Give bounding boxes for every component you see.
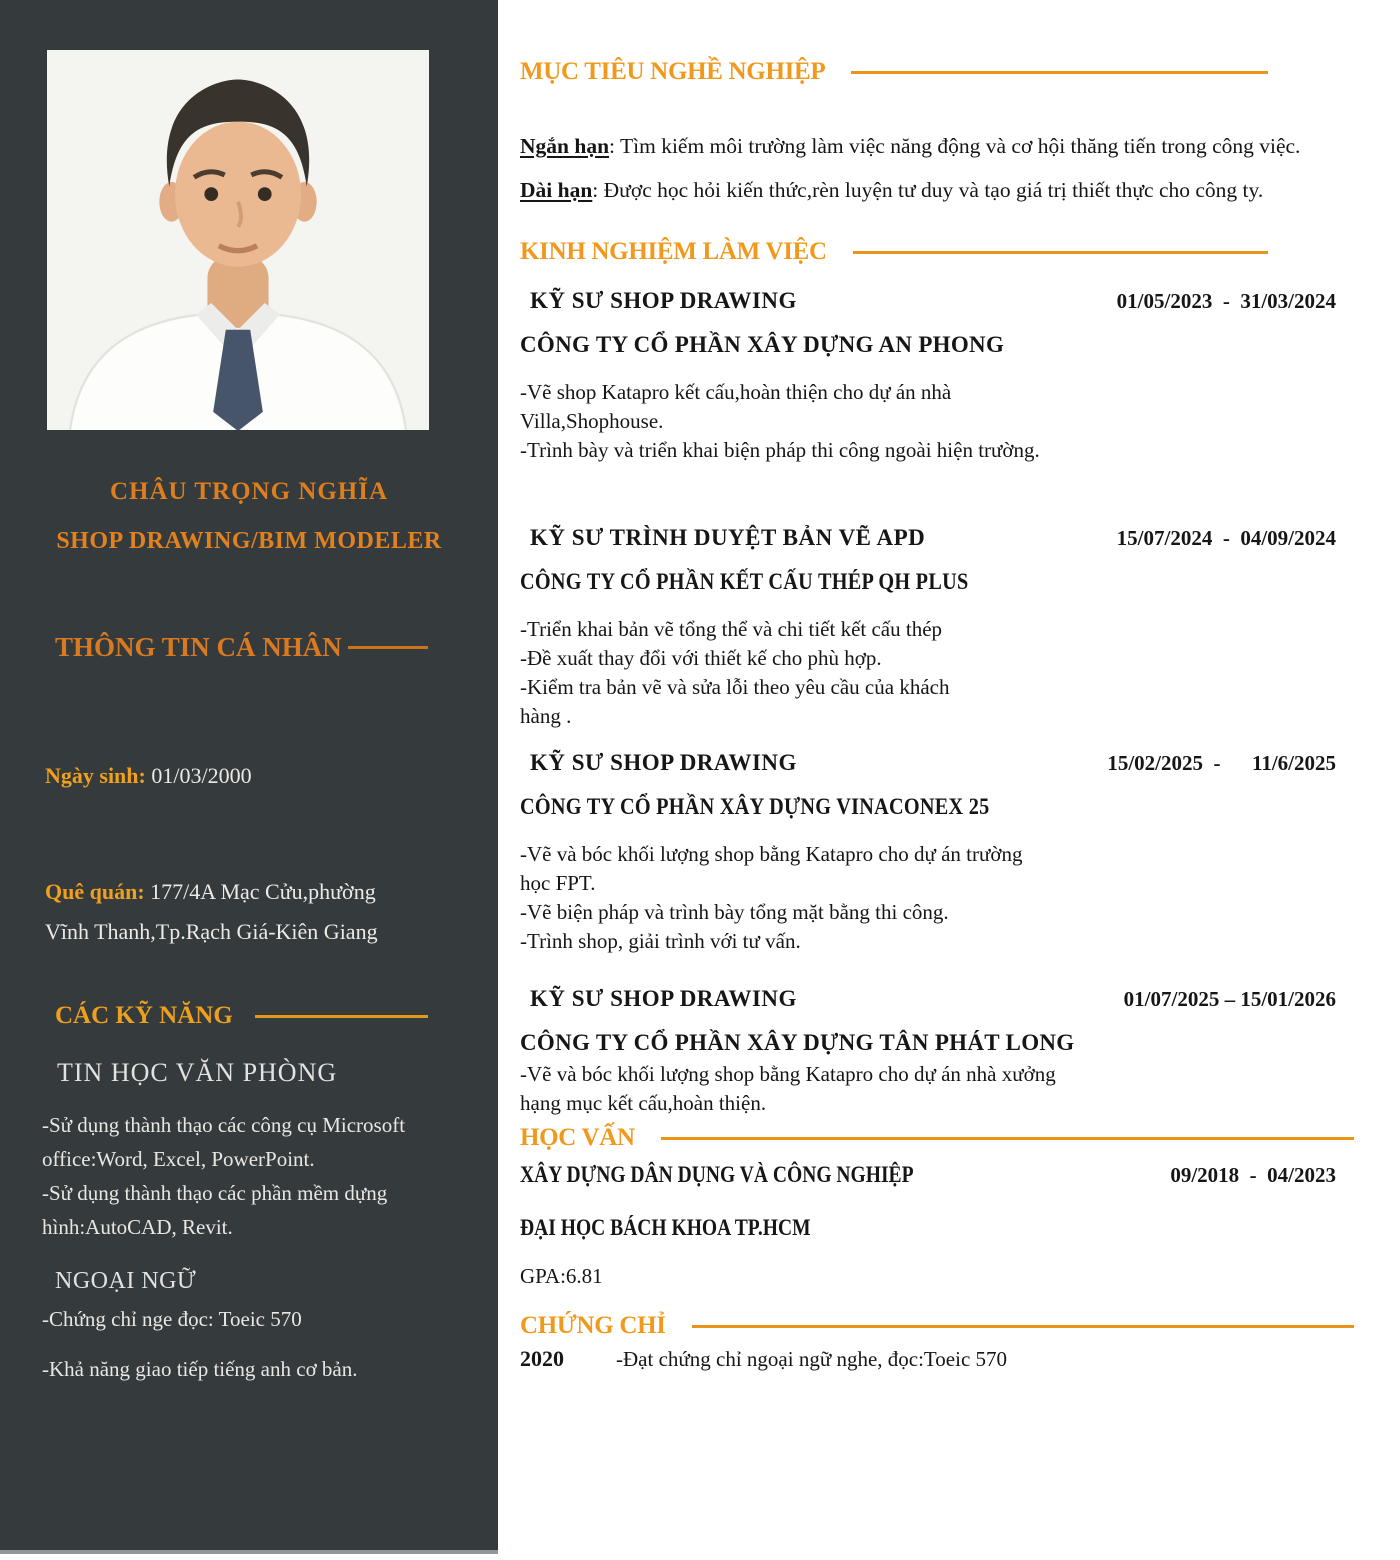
personal-info-title: THÔNG TIN CÁ NHÂN — [55, 632, 342, 662]
experience-title: KINH NGHIỆM LÀM VIỆC — [520, 238, 827, 265]
job-description-line: -Kiểm tra bản vẽ và sửa lỗi theo yêu cầu của khách — [520, 675, 950, 699]
hometown-label: Quê quán: — [45, 879, 145, 904]
education-school: ĐẠI HỌC BÁCH KHOA TP.HCM — [520, 1215, 811, 1240]
skills-heading — [55, 1002, 428, 1030]
job-description — [520, 378, 1336, 465]
certificate-text: -Đạt chứng chỉ ngoại ngữ nghe, đọc:Toeic 570 — [616, 1347, 1008, 1371]
sidebar — [0, 0, 498, 1554]
heading-rule — [255, 1015, 428, 1018]
language-skills-title: NGOẠI NGỮ — [55, 1268, 197, 1294]
job-dates: 01/05/2023 - 31/03/2024 — [1116, 289, 1336, 313]
job-description — [520, 840, 1336, 956]
personal-info-heading — [55, 632, 428, 663]
dob-label: Ngày sinh: — [45, 763, 146, 788]
job-description — [520, 615, 1336, 731]
experience-item — [520, 525, 1336, 731]
job-description-line: -Trình shop, giải trình với tư vấn. — [520, 929, 801, 953]
certificate-year: 2020 — [520, 1346, 564, 1371]
portrait-photo-illustration — [47, 50, 429, 430]
job-description-line: -Triển khai bản vẽ tổng thể và chi tiết kết cấu thép — [520, 617, 943, 641]
job-role: KỸ SƯ SHOP DRAWING — [530, 288, 797, 313]
candidate-name: CHÂU TRỌNG NGHĨA — [109, 478, 389, 505]
heading-rule — [661, 1137, 1354, 1140]
dob-value: 01/03/2000 — [151, 763, 252, 788]
portrait-photo — [47, 50, 429, 430]
candidate-role: SHOP DRAWING/BIM MODELER — [56, 528, 442, 554]
skill-line: office:Word, Excel, PowerPoint. — [42, 1147, 315, 1171]
job-header — [520, 986, 1336, 1012]
job-role: KỸ SƯ TRÌNH DUYỆT BẢN VẼ APD — [530, 525, 926, 550]
skill-line: -Sử dụng thành thạo các công cụ Microsoft — [42, 1113, 406, 1137]
certificates-title: CHỨNG CHỈ — [520, 1312, 666, 1339]
job-dates: 01/07/2025 – 15/01/2026 — [1123, 987, 1336, 1011]
experience-item — [520, 288, 1336, 465]
objective-title: MỤC TIÊU NGHỀ NGHIỆP — [520, 58, 826, 85]
education-major: XÂY DỰNG DÂN DỤNG VÀ CÔNG NGHIỆP — [520, 1162, 914, 1187]
dob-row — [45, 763, 252, 789]
education-heading — [520, 1124, 1336, 1152]
objective-term-label: Dài hạn — [520, 178, 593, 202]
job-role: KỸ SƯ SHOP DRAWING — [530, 986, 797, 1011]
job-header — [520, 750, 1336, 776]
skill-line: -Khả năng giao tiếp tiếng anh cơ bản. — [42, 1357, 358, 1381]
job-description-line: -Đề xuất thay đổi với thiết kế cho phù hợp. — [520, 646, 882, 670]
job-description — [520, 1060, 1336, 1118]
job-description-line: Villa,Shophouse. — [520, 409, 664, 433]
job-description-line: học FPT. — [520, 871, 596, 895]
job-header — [520, 525, 1336, 551]
heading-rule — [348, 646, 428, 649]
office-skills-title: TIN HỌC VĂN PHÒNG — [57, 1058, 338, 1087]
job-dates: 15/07/2024 - 04/09/2024 — [1116, 526, 1336, 550]
skill-line: -Chứng chỉ nge đọc: Toeic 570 — [42, 1307, 302, 1331]
job-company: CÔNG TY CỔ PHẦN XÂY DỰNG VINACONEX 25 — [520, 794, 990, 819]
skills-title: CÁC KỸ NĂNG — [55, 1002, 233, 1029]
office-skills-list — [42, 1108, 462, 1244]
job-description-line: -Vẽ shop Katapro kết cấu,hoàn thiện cho dự án nhà — [520, 380, 952, 404]
job-dates: 15/02/2025 - 11/6/2025 — [1107, 751, 1336, 775]
certificates-heading — [520, 1312, 1336, 1340]
skill-line: -Sử dụng thành thạo các phần mềm dựng — [42, 1181, 388, 1205]
education-title: HỌC VẤN — [520, 1124, 635, 1151]
education-major-row — [520, 1162, 1336, 1188]
objective-term-text: : Tìm kiếm môi trường làm việc năng động và cơ hội thăng tiến trong công việc. — [609, 134, 1301, 158]
hometown-value: 177/4A Mạc Cửu,phường Vĩnh Thanh,Tp.Rạch Giá-Kiên Giang — [45, 879, 378, 944]
experience-item — [520, 986, 1336, 1118]
heading-rule — [692, 1325, 1354, 1328]
job-role: KỸ SƯ SHOP DRAWING — [530, 750, 797, 775]
objective-term-label: Ngắn hạn — [520, 134, 610, 158]
hometown-row — [45, 872, 417, 952]
certificate-row — [520, 1346, 1336, 1372]
job-description-line: -Vẽ và bóc khối lượng shop bằng Katapro cho dự án trường — [520, 842, 1023, 866]
skill-line: hình:AutoCAD, Revit. — [42, 1215, 233, 1239]
language-skills-list — [42, 1302, 462, 1402]
job-company: CÔNG TY CỔ PHẦN XÂY DỰNG AN PHONG — [520, 332, 1005, 357]
education-dates: 09/2018 - 04/2023 — [1170, 1163, 1336, 1187]
job-company: CÔNG TY CỔ PHẦN XÂY DỰNG TÂN PHÁT LONG — [520, 1030, 1075, 1055]
experience-item — [520, 750, 1336, 956]
job-company: CÔNG TY CỔ PHẦN KẾT CẤU THÉP QH PLUS — [520, 569, 969, 594]
job-header — [520, 288, 1336, 314]
objective-term-text: : Được học hỏi kiến thức,rèn luyện tư duy và tạo giá trị thiết thực cho công ty. — [592, 178, 1264, 202]
job-description-line: hàng . — [520, 704, 572, 728]
education-gpa: GPA:6.81 — [520, 1264, 603, 1288]
main-content — [498, 0, 1400, 1560]
job-description-line: -Trình bày và triển khai biện pháp thi công ngoài hiện trường. — [520, 438, 1040, 462]
job-description-line: -Vẽ và bóc khối lượng shop bằng Katapro cho dự án nhà xưởng — [520, 1062, 1056, 1086]
job-description-line: hạng mục kết cấu,hoàn thiện. — [520, 1091, 767, 1115]
job-description-line: -Vẽ biện pháp và trình bày tổng mặt bằng thi công. — [520, 900, 949, 924]
